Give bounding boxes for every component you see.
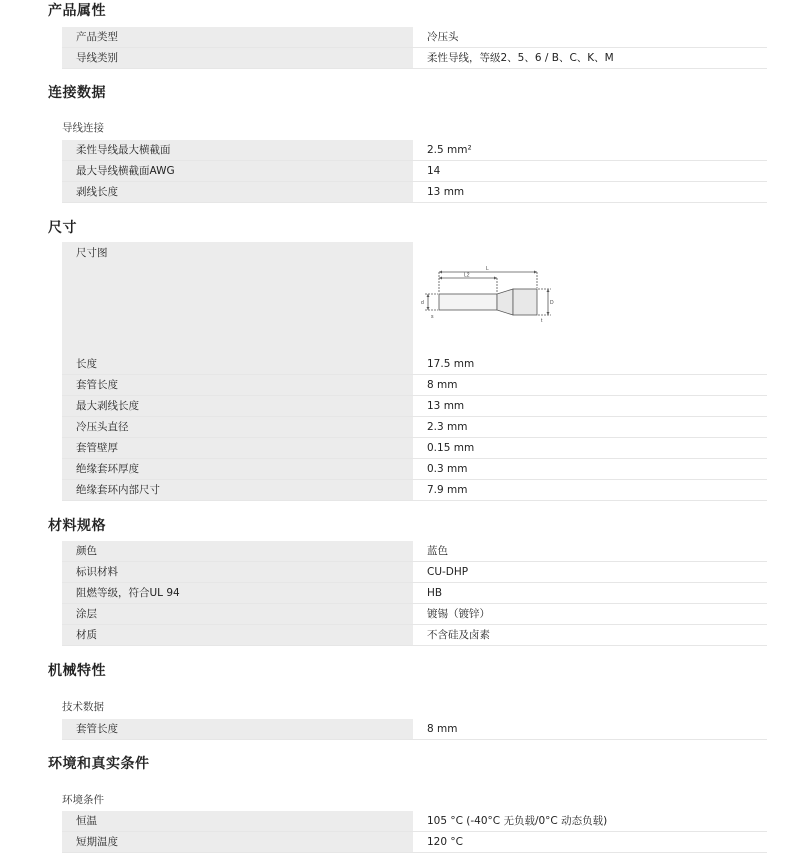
section-title-product: 产品属性	[48, 3, 106, 19]
subsection-title-wire-connection: 导线连接	[62, 122, 104, 134]
table-row	[62, 27, 767, 48]
row-value: 不含硅及卤素	[427, 629, 490, 641]
row-value: 17.5 mm	[427, 358, 475, 370]
row-label: 冷压头直径	[62, 417, 413, 437]
row-value: 0.15 mm	[427, 442, 475, 454]
table-row	[62, 583, 767, 604]
row-value: 蓝色	[427, 545, 448, 557]
dim-letter-l: L	[486, 266, 489, 272]
table-row	[62, 396, 767, 417]
row-value: CU-DHP	[427, 566, 469, 578]
table-row	[62, 719, 767, 740]
dim-letter-l2: L2	[464, 272, 470, 279]
row-label: 套管长度	[62, 719, 413, 739]
dim-letter-d1: D	[550, 300, 554, 306]
dim-letter-t: t	[541, 318, 543, 324]
row-value: 2.5 mm²	[427, 144, 472, 156]
row-value: 8 mm	[427, 379, 458, 391]
table-row	[62, 832, 767, 853]
row-label: 长度	[62, 354, 413, 374]
row-label: 恒温	[62, 811, 413, 831]
row-label: 绝缘套环厚度	[62, 459, 413, 479]
row-label: 材质	[62, 625, 413, 645]
row-label: 颜色	[62, 541, 413, 561]
table-row	[62, 541, 767, 562]
row-value: 柔性导线，等级2、5、6 / B、C、K、M	[427, 52, 614, 64]
table-row	[62, 480, 767, 501]
dim-letter-s: s	[431, 314, 434, 320]
section-title-material: 材料规格	[48, 518, 106, 534]
subsection-title-technical-data: 技术数据	[62, 701, 104, 713]
table-row	[62, 417, 767, 438]
row-value: 冷压头	[427, 31, 459, 43]
table-row	[62, 140, 767, 161]
row-label: 尺寸图	[62, 242, 413, 354]
table-row	[62, 48, 767, 69]
row-label: 套管壁厚	[62, 438, 413, 458]
table-row	[62, 811, 767, 832]
row-label: 产品类型	[62, 27, 413, 47]
row-label: 最大剥线长度	[62, 396, 413, 416]
table-row	[62, 604, 767, 625]
table-row	[62, 375, 767, 396]
row-label: 导线类别	[62, 48, 413, 68]
row-value: 14	[427, 165, 441, 177]
row-value: 7.9 mm	[427, 484, 468, 496]
table-row	[62, 625, 767, 646]
section-title-mechanical: 机械特性	[48, 663, 106, 679]
ferrule-dimension-drawing	[417, 264, 557, 334]
row-label: 标识材料	[62, 562, 413, 582]
row-value: 2.3 mm	[427, 421, 468, 433]
row-label: 最大导线横截面AWG	[62, 161, 413, 181]
row-value: 120 °C	[427, 836, 463, 848]
section-title-environment: 环境和真实条件	[48, 756, 150, 772]
row-value: 13 mm	[427, 400, 465, 412]
row-label: 套管长度	[62, 375, 413, 395]
table-row	[62, 438, 767, 459]
table-row	[62, 459, 767, 480]
row-label: 阻燃等级，符合UL 94	[62, 583, 413, 603]
row-value: 13 mm	[427, 186, 465, 198]
row-label: 柔性导线最大横截面	[62, 140, 413, 160]
row-value: HB	[427, 587, 443, 599]
section-title-dimensions: 尺寸	[48, 220, 77, 236]
table-row-drawing	[62, 242, 767, 355]
table-row	[62, 161, 767, 182]
row-label: 剥线长度	[62, 182, 413, 202]
dim-letter-d: d	[421, 300, 424, 306]
section-title-connection: 连接数据	[48, 85, 106, 101]
row-label: 涂层	[62, 604, 413, 624]
table-row	[62, 182, 767, 203]
row-value: 8 mm	[427, 723, 458, 735]
row-label: 绝缘套环内部尺寸	[62, 480, 413, 500]
row-value: 0.3 mm	[427, 463, 468, 475]
row-value: 镀锡（镀锌）	[427, 608, 490, 620]
table-row	[62, 562, 767, 583]
subsection-title-ambient: 环境条件	[62, 794, 104, 806]
table-row	[62, 354, 767, 375]
row-value: 105 °C (-40°C 无负载/0°C 动态负载)	[427, 815, 608, 827]
row-label: 短期温度	[62, 832, 413, 852]
